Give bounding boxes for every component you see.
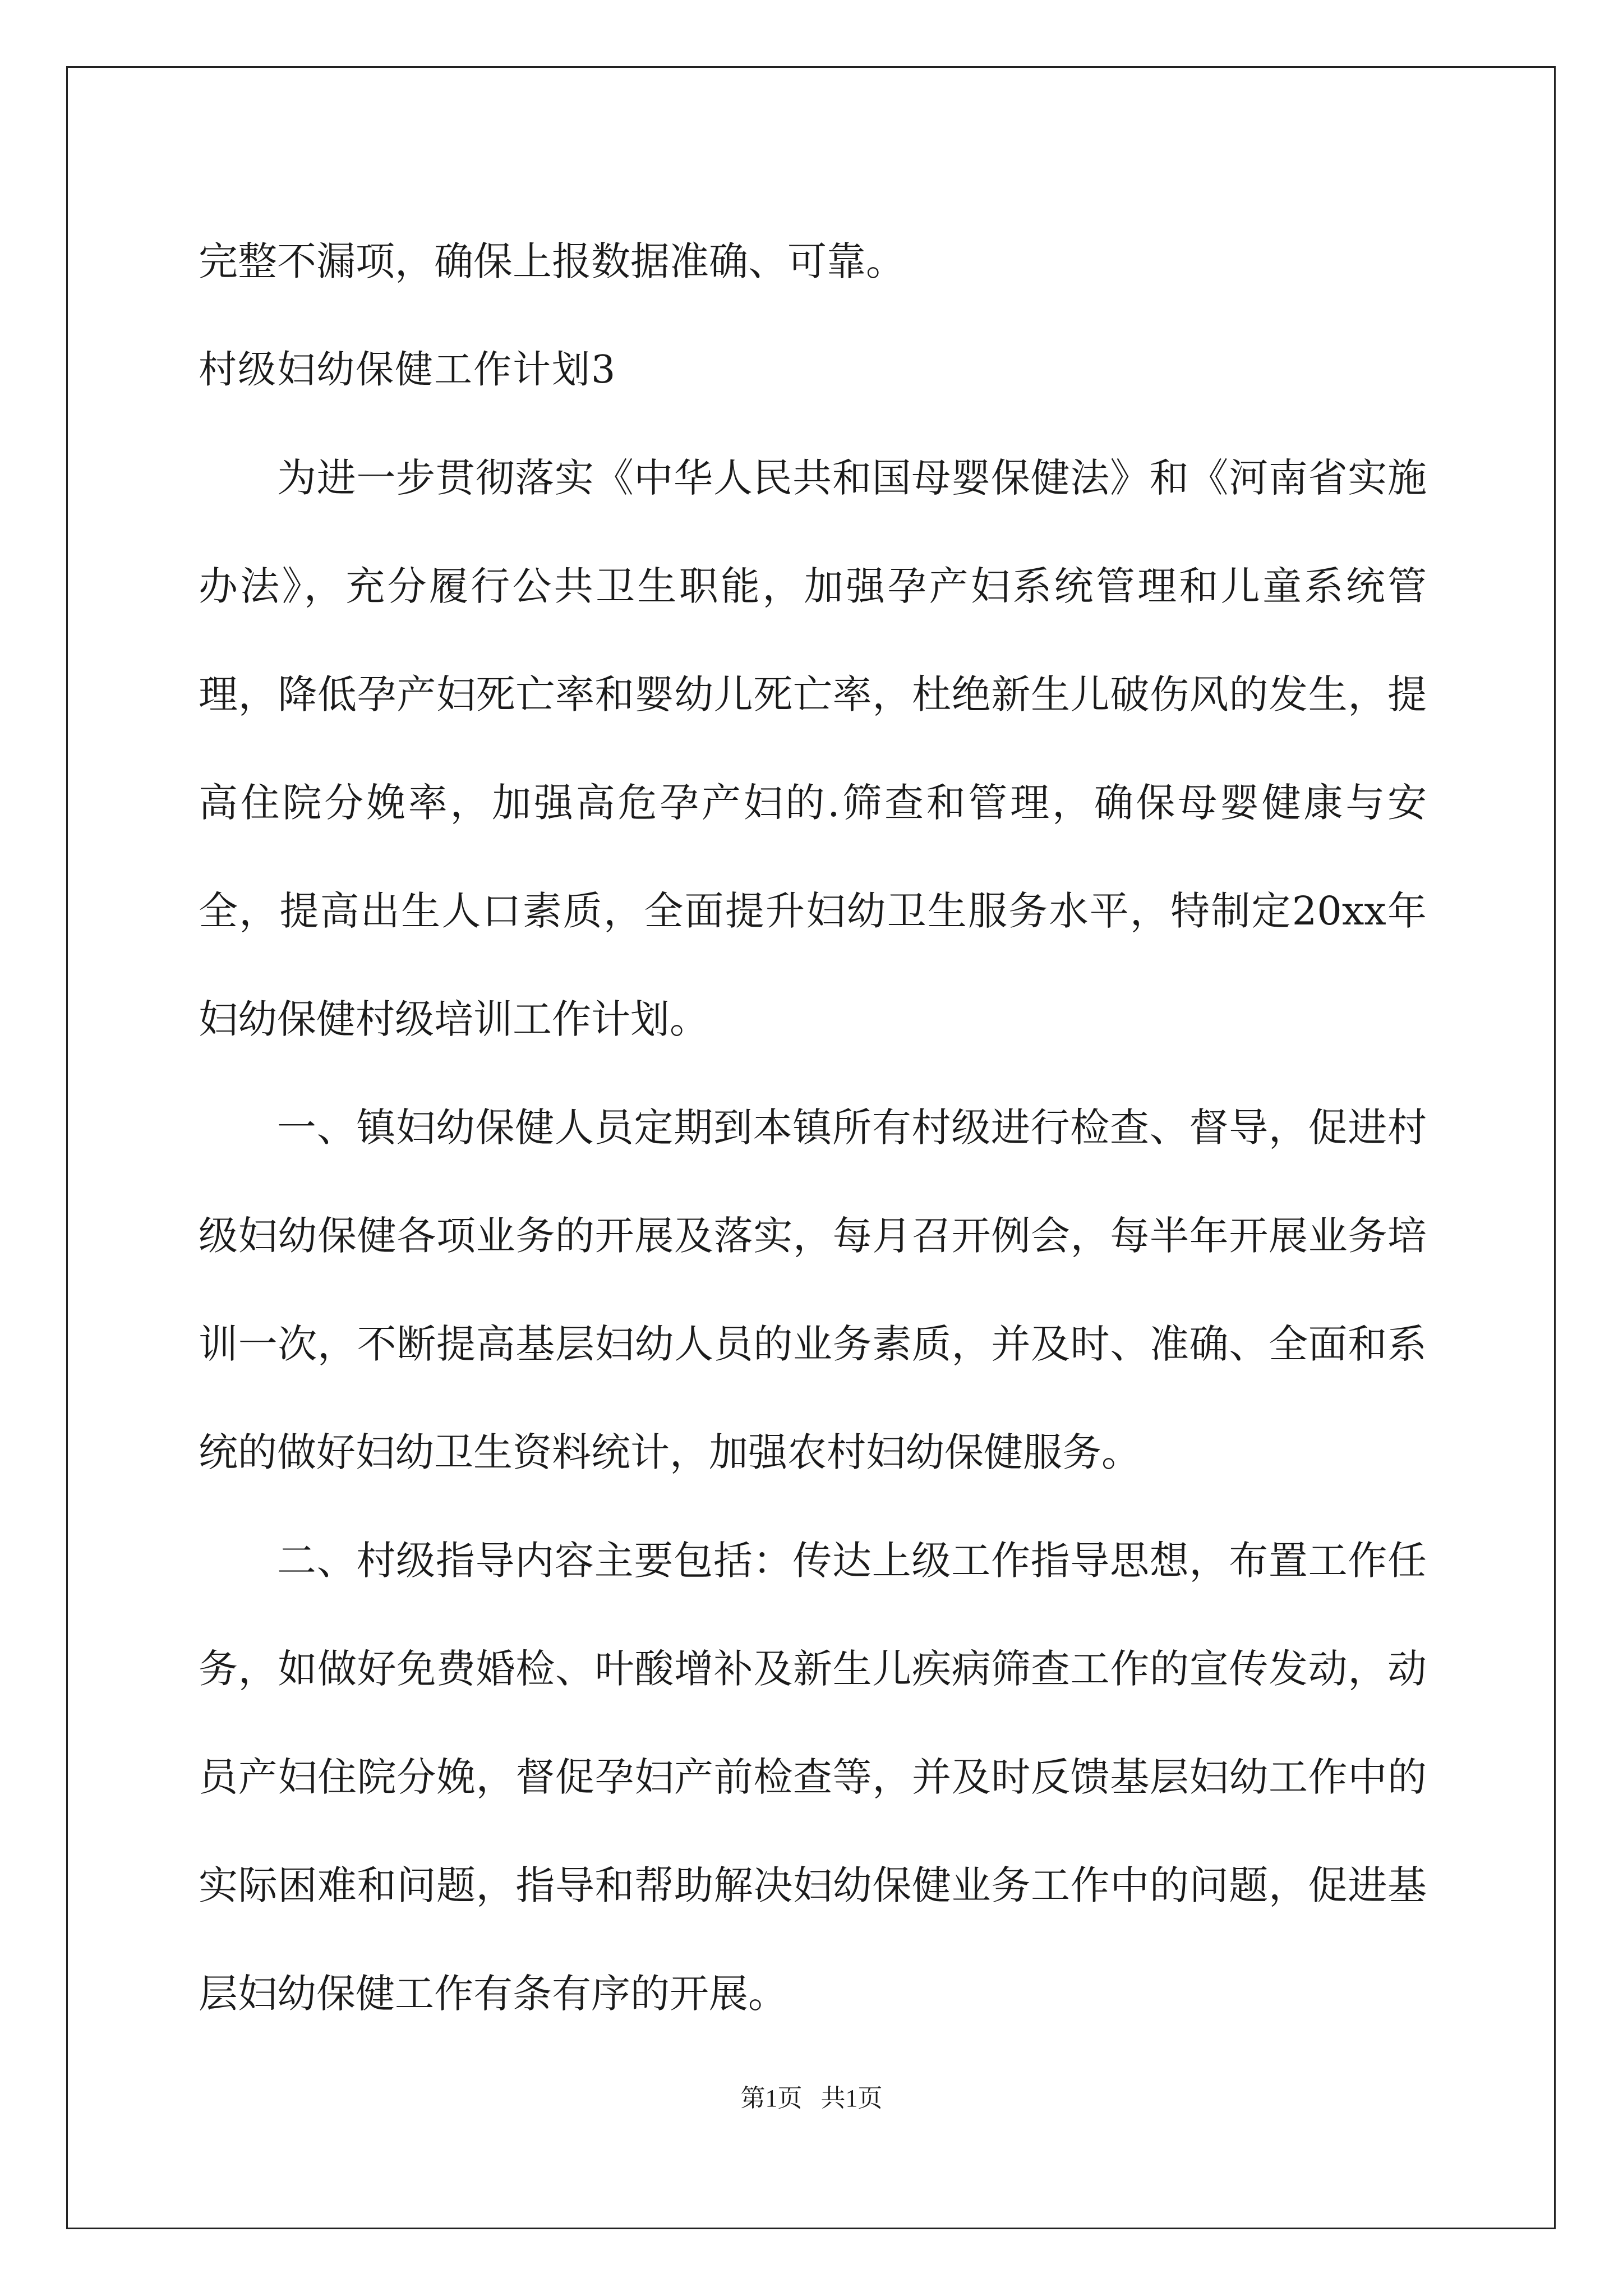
paragraph-item-one: 一、镇妇幼保健人员定期到本镇所有村级进行检查、督导，促进村级妇幼保健各项业务的开展及落实，每月召开例会，每半年开展业务培训一次，不断提高基层妇幼人员的业务素质，并及时、准确、全面和系统的做好妇幼卫生资料统计，加强农村妇幼保健服务。 [199, 1105, 1427, 1475]
section-heading: 村级妇幼保健工作计划3 [199, 348, 617, 392]
paragraph-continuation: 完整不漏项，确保上报数据准确、可靠。 [199, 238, 905, 284]
paragraph-item-two: 二、村级指导内容主要包括：传达上级工作指导思想，布置工作任务，如做好免费婚检、叶酸增补及新生儿疾病筛查工作的宣传发动，动员产妇住院分娩，督促孕妇产前检查等，并及时反馈基层妇幼工作中的实际困难和问题，指导和帮助解决妇幼保健业务工作中的问题，促进基层妇幼保健工作有条有序的开展。 [199, 1538, 1427, 2017]
document-body [199, 208, 1427, 2048]
paragraph-intro: 为进一步贯彻落实《中华人民共和国母婴保健法》和《河南省实施办法》，充分履行公共卫生职能，加强孕产妇系统管理和儿童系统管理，降低孕产妇死亡率和婴幼儿死亡率，杜绝新生儿破伤风的发生，提高住院分娩率，加强高危孕产妇的.筛查和管理，确保母婴健康与安全，提高出生人口素质，全面提升妇幼卫生服务水平，特制定20xx年妇幼保健村级培训工作计划。 [199, 455, 1427, 1042]
page-number-footer: 第1页 共1页 [740, 2085, 883, 2112]
